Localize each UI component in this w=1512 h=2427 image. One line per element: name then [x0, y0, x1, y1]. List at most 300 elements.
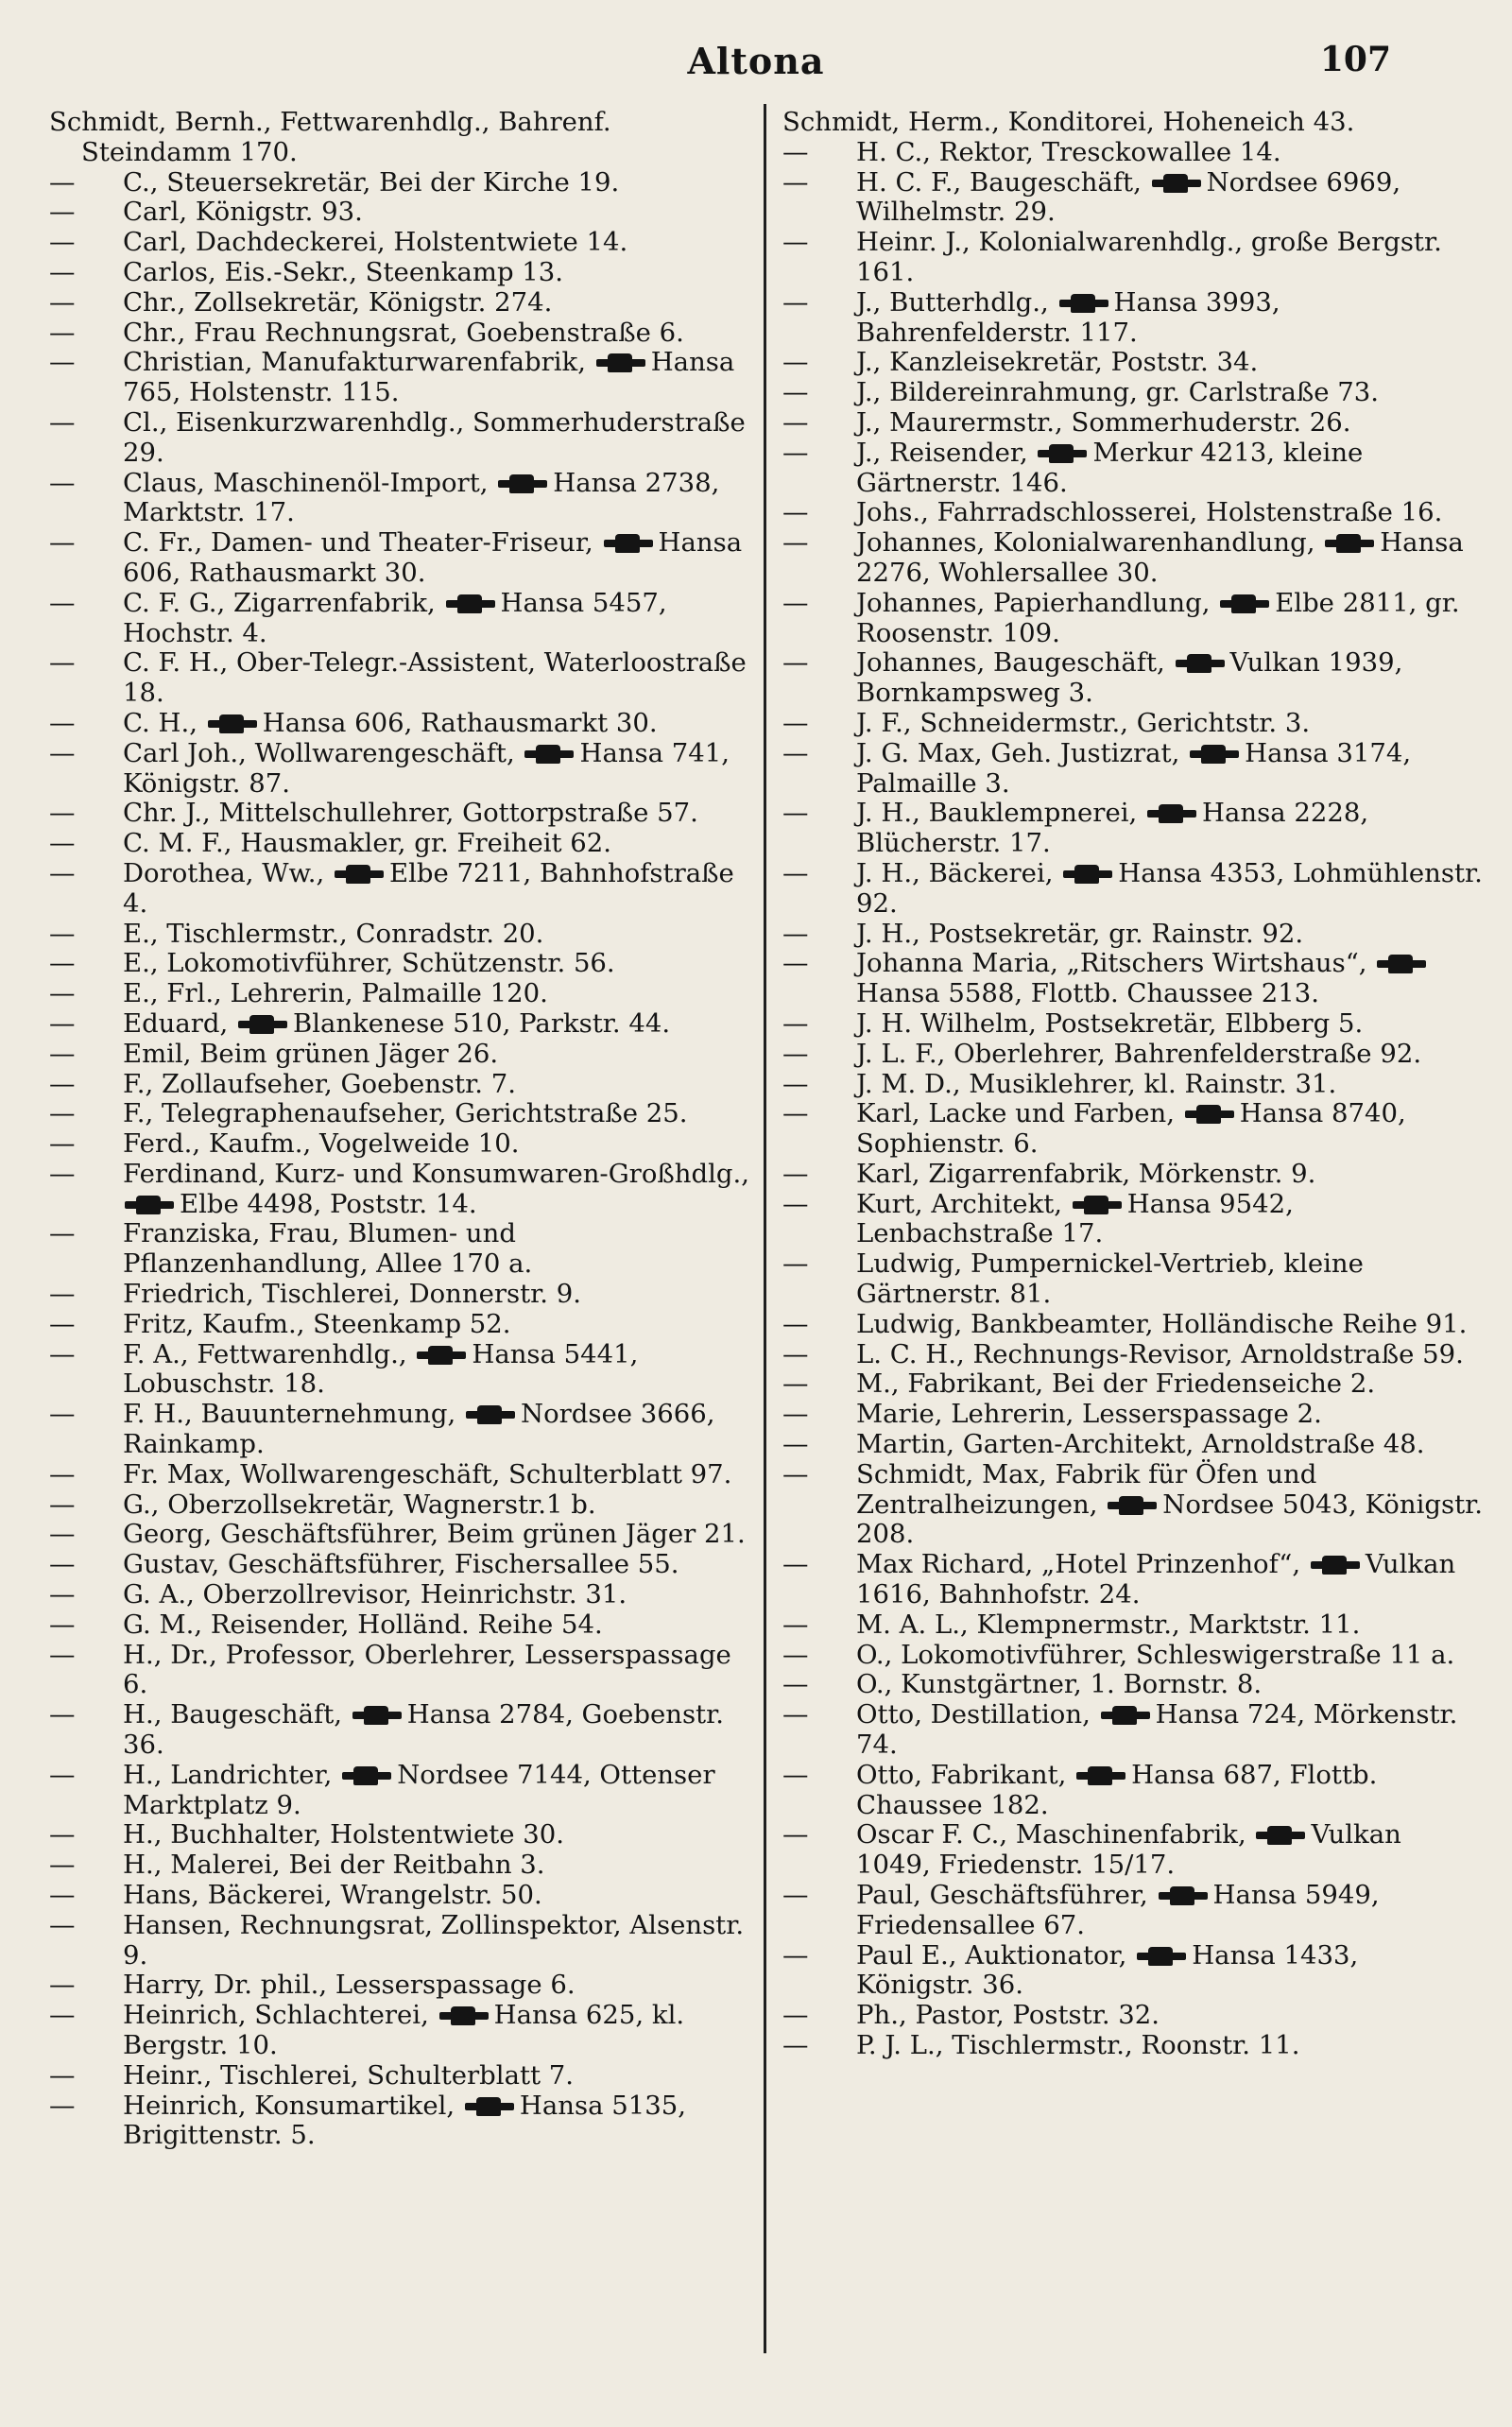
- entry-text: J. G. Max, Geh. Justizrat,: [856, 737, 1180, 768]
- directory-entry: [782, 1761, 1484, 1821]
- telephone-icon: [466, 1409, 515, 1420]
- telephone-icon: [1176, 658, 1225, 669]
- entry-text: G. A., Oberzollrevisor, Heinrichstr. 31.: [123, 1579, 627, 1610]
- directory-entry: [782, 439, 1484, 499]
- directory-entry: [49, 829, 750, 859]
- directory-entry: [49, 1881, 750, 1911]
- entry-phone-address: Hansa 9542, Lenbachstraße 17.: [856, 1188, 1294, 1249]
- directory-entry: [49, 198, 750, 228]
- entry-text: P. J. L., Tischlermstr., Roonstr. 11.: [856, 2030, 1300, 2060]
- directory-entry: [49, 1490, 750, 1521]
- continuation-dash: —: [782, 1068, 809, 1099]
- continuation-dash: —: [49, 1218, 76, 1249]
- directory-entry: [782, 498, 1484, 528]
- entry-text: J. H., Postsekretär, gr. Rainstr. 92.: [856, 918, 1304, 949]
- directory-entry: [49, 1850, 750, 1881]
- continuation-dash: —: [782, 2000, 809, 2031]
- continuation-dash: —: [49, 1458, 76, 1489]
- telephone-icon: [1190, 749, 1239, 760]
- directory-entry: [782, 859, 1484, 920]
- continuation-dash: —: [782, 497, 809, 528]
- continuation-dash: —: [49, 1909, 76, 1940]
- left-column: [49, 108, 750, 2151]
- directory-entry: [782, 1369, 1484, 1400]
- entry-text: Harry, Dr. phil., Lesserspassage 6.: [123, 1970, 576, 2001]
- entry-text: O., Kunstgärtner, 1. Bornstr. 8.: [856, 1669, 1263, 1700]
- continuation-dash: —: [49, 2000, 76, 2031]
- continuation-dash: —: [49, 978, 76, 1009]
- continuation-dash: —: [49, 798, 76, 829]
- page-header: [0, 34, 1512, 91]
- entry-phone-address: Hansa 2738, Marktstr. 17.: [123, 467, 720, 528]
- continuation-dash: —: [49, 948, 76, 979]
- entry-text: Ludwig, Pumpernickel-Vertrieb, kleine Gärtnerstr. 81.: [856, 1248, 1364, 1310]
- entry-phone-address: Hansa 3993, Bahrenfelderstr. 117.: [856, 286, 1280, 348]
- continuation-dash: —: [49, 1519, 76, 1550]
- entry-text: Johs., Fahrradschlosserei, Holstenstraße 16.: [856, 497, 1443, 528]
- directory-entry: [782, 799, 1484, 859]
- entry-text: Schmidt, Max, Fabrik für Öfen und Zentralheizungen,: [856, 1458, 1317, 1520]
- directory-entry: [49, 1009, 750, 1040]
- directory-entry: [49, 348, 750, 408]
- directory-entry: [49, 1761, 750, 1821]
- telephone-icon: [125, 1199, 174, 1211]
- directory-entry: [782, 739, 1484, 800]
- directory-entry: [49, 1911, 750, 1971]
- entry-text: C. F. G., Zigarrenfabrik,: [123, 587, 436, 618]
- continuation-dash: —: [782, 798, 809, 829]
- entry-phone-address: Hansa 1433, Königstr. 36.: [856, 1939, 1359, 2001]
- entry-text: Christian, Manufakturwarenfabrik,: [123, 347, 586, 378]
- continuation-dash: —: [49, 1970, 76, 2001]
- entry-text: J., Maurermstr., Sommerhuderstr. 26.: [856, 406, 1351, 438]
- telephone-icon: [1137, 1951, 1186, 1962]
- continuation-dash: —: [49, 737, 76, 768]
- continuation-dash: —: [49, 1308, 76, 1339]
- continuation-dash: —: [49, 317, 76, 348]
- entry-text: Heinrich, Konsumartikel,: [123, 2090, 455, 2121]
- continuation-dash: —: [782, 1669, 809, 1700]
- continuation-dash: —: [49, 1579, 76, 1610]
- entry-text: Dorothea, Ww.,: [123, 857, 325, 888]
- continuation-dash: —: [782, 1188, 809, 1219]
- continuation-dash: —: [782, 1639, 809, 1670]
- entry-phone-address: Hansa 3174, Palmaille 3.: [856, 737, 1412, 799]
- continuation-dash: —: [49, 1639, 76, 1670]
- entry-text: Max Richard, „Hotel Prinzenhof“,: [856, 1549, 1301, 1580]
- entry-text: G., Oberzollsekretär, Wagnerstr.1 b.: [123, 1489, 596, 1520]
- entry-text: M. A. L., Klempnermstr., Marktstr. 11.: [856, 1609, 1361, 1640]
- directory-entry: [782, 168, 1484, 229]
- entry-text: Ph., Pastor, Poststr. 32.: [856, 2000, 1160, 2031]
- directory-entry: [782, 408, 1484, 439]
- entry-phone-address: Hansa 765, Holstenstr. 115.: [123, 347, 735, 408]
- entry-text: Eduard,: [123, 1007, 229, 1039]
- entry-phone-address: Hansa 606, Rathausmarkt 30.: [123, 527, 743, 588]
- entry-text: Chr. J., Mittelschullehrer, Gottorpstraße 57.: [123, 798, 698, 829]
- entry-text: J., Kanzleisekretär, Poststr. 34.: [856, 347, 1259, 378]
- entry-phone-address: Hansa 5588, Flottb. Chaussee 213.: [856, 978, 1320, 1009]
- continuation-dash: —: [49, 197, 76, 228]
- column-divider: [764, 104, 766, 2353]
- directory-entry: [782, 288, 1484, 349]
- continuation-dash: —: [782, 227, 809, 258]
- continuation-dash: —: [782, 857, 809, 888]
- entry-phone-address: Hansa 5441, Lobuschstr. 18.: [123, 1338, 639, 1400]
- continuation-dash: —: [49, 347, 76, 378]
- directory-entry: [782, 228, 1484, 288]
- entry-text: H. C. F., Baugeschäft,: [856, 166, 1142, 198]
- continuation-dash: —: [782, 1038, 809, 1069]
- directory-entry: [782, 1641, 1484, 1671]
- entry-text: Martin, Garten-Architekt, Arnoldstraße 48.: [856, 1429, 1425, 1460]
- continuation-dash: —: [49, 1279, 76, 1310]
- directory-entry: [782, 1099, 1484, 1160]
- directory-entry: [49, 589, 750, 649]
- directory-entry: [782, 378, 1484, 408]
- continuation-dash: —: [782, 166, 809, 198]
- telephone-icon: [417, 1350, 466, 1361]
- continuation-dash: —: [49, 2059, 76, 2091]
- continuation-dash: —: [782, 437, 809, 468]
- telephone-icon: [439, 2010, 489, 2022]
- directory-entry: [782, 709, 1484, 739]
- telephone-icon: [1147, 808, 1196, 819]
- telephone-icon: [1220, 598, 1269, 610]
- entry-text: J., Bildereinrahmung, gr. Carlstraße 73.: [856, 377, 1379, 408]
- entry-text: Heinr. J., Kolonialwarenhdlg., große Bergstr. 161.: [856, 227, 1442, 287]
- entry-phone-address: Hansa 5457, Hochstr. 4.: [123, 587, 667, 648]
- telephone-icon: [1152, 178, 1201, 189]
- continuation-dash: —: [782, 1458, 809, 1489]
- entry-text: Carlos, Eis.-Sekr., Steenkamp 13.: [123, 256, 564, 287]
- directory-entry: [49, 1580, 750, 1610]
- telephone-icon: [352, 1710, 402, 1721]
- continuation-dash: —: [49, 918, 76, 949]
- entry-phone-address: Nordsee 5043, Königstr. 208.: [856, 1489, 1484, 1550]
- directory-entry: [49, 2001, 750, 2061]
- directory-entry: [49, 1700, 750, 1761]
- entry-text: Friedrich, Tischlerei, Donnerstr. 9.: [123, 1279, 582, 1310]
- continuation-dash: —: [49, 1549, 76, 1580]
- continuation-dash: —: [782, 1368, 809, 1400]
- directory-entry: [49, 1160, 750, 1220]
- directory-entry: [49, 318, 750, 349]
- telephone-icon: [1059, 298, 1108, 309]
- directory-entry: [49, 1971, 750, 2001]
- continuation-dash: —: [49, 406, 76, 438]
- entry-text: Georg, Geschäftsführer, Beim grünen Jäger 21.: [123, 1519, 746, 1550]
- directory-entry: [49, 168, 750, 198]
- entry-phone-address: Hansa 741, Königstr. 87.: [123, 737, 730, 799]
- entry-text: M., Fabrikant, Bei der Friedenseiche 2.: [856, 1368, 1376, 1400]
- directory-entry: [49, 799, 750, 829]
- entry-text: Karl, Lacke und Farben,: [856, 1098, 1175, 1129]
- entry-text: Franziska, Frau, Blumen- und Pflanzenhandlung, Allee 170 a.: [123, 1218, 533, 1280]
- directory-entry: [782, 920, 1484, 950]
- continuation-dash: —: [782, 1308, 809, 1339]
- entry-text: C. Fr., Damen- und Theater-Friseur,: [123, 527, 593, 559]
- directory-entry: [49, 859, 750, 920]
- directory-entry: [782, 1550, 1484, 1610]
- directory-entry: [782, 648, 1484, 709]
- entry-text: Carl, Dachdeckerei, Holstentwiete 14.: [123, 227, 628, 258]
- continuation-dash: —: [49, 587, 76, 618]
- entry-text: Schmidt, Bernh., Fettwarenhdlg., Bahrenf. Steindamm 170.: [49, 107, 611, 167]
- directory-entry: [49, 1219, 750, 1280]
- continuation-dash: —: [49, 1850, 76, 1881]
- telephone-icon: [498, 478, 547, 490]
- directory-entry: [49, 1610, 750, 1641]
- telephone-icon: [1159, 1890, 1208, 1902]
- entry-text: H., Malerei, Bei der Reitbahn 3.: [123, 1850, 545, 1881]
- entry-phone-address: Hansa 8740, Sophienstr. 6.: [856, 1098, 1406, 1160]
- telephone-icon: [465, 2101, 514, 2112]
- entry-text: L. C. H., Rechnungs-Revisor, Arnoldstraße 59.: [856, 1338, 1464, 1369]
- telephone-icon: [524, 749, 574, 760]
- continuation-dash: —: [49, 1759, 76, 1790]
- entry-phone-address: Elbe 4498, Poststr. 14.: [180, 1188, 477, 1219]
- entry-text: E., Tischlermstr., Conradstr. 20.: [123, 918, 544, 949]
- directory-entry: [782, 348, 1484, 378]
- entry-phone-address: Vulkan 1049, Friedenstr. 15/17.: [856, 1819, 1401, 1881]
- entry-phone-address: Vulkan 1616, Bahnhofstr. 24.: [856, 1549, 1456, 1610]
- entry-text: O., Lokomotivführer, Schleswigerstraße 11 a.: [856, 1639, 1455, 1670]
- entry-text: Oscar F. C., Maschinenfabrik,: [856, 1819, 1246, 1850]
- entry-text: Kurt, Architekt,: [856, 1188, 1063, 1219]
- entry-phone-address: Elbe 7211, Bahnhofstraße 4.: [123, 857, 734, 919]
- continuation-dash: —: [782, 1819, 809, 1850]
- continuation-dash: —: [782, 136, 809, 167]
- entry-text: F., Telegraphenaufseher, Gerichtstraße 25.: [123, 1098, 688, 1129]
- telephone-icon: [1076, 1770, 1125, 1782]
- continuation-dash: —: [49, 286, 76, 318]
- continuation-dash: —: [49, 1399, 76, 1430]
- directory-entry: [782, 1460, 1484, 1550]
- continuation-dash: —: [782, 1338, 809, 1369]
- directory-entry: [782, 1040, 1484, 1070]
- directory-entry: [49, 108, 750, 168]
- continuation-dash: —: [782, 377, 809, 408]
- entry-text: H., Buchhalter, Holstentwiete 30.: [123, 1819, 565, 1850]
- directory-entry: [782, 108, 1484, 138]
- telephone-icon: [1256, 1830, 1305, 1841]
- entry-text: Marie, Lehrerin, Lesserspassage 2.: [856, 1399, 1322, 1430]
- directory-entry: [49, 1550, 750, 1580]
- directory-entry: [782, 1310, 1484, 1340]
- directory-entry: [782, 1700, 1484, 1761]
- directory-entry: [782, 1430, 1484, 1460]
- entry-text: Ferdinand, Kurz- und Konsumwaren-Großhdlg.,: [123, 1158, 749, 1189]
- entry-text: Paul E., Auktionator,: [856, 1939, 1127, 1971]
- entry-phone-address: Hansa 5949, Friedensallee 67.: [856, 1880, 1380, 1940]
- right-column: [782, 108, 1484, 2061]
- telephone-icon: [1311, 1559, 1360, 1571]
- entry-phone-address: Nordsee 3666, Rainkamp.: [123, 1399, 715, 1460]
- entry-text: J. H., Bauklempnerei,: [856, 798, 1138, 829]
- entry-text: Ludwig, Bankbeamter, Holländische Reihe 91.: [856, 1308, 1468, 1339]
- entry-text: Otto, Fabrikant,: [856, 1759, 1067, 1790]
- directory-entry: [782, 138, 1484, 168]
- entry-text: C., Steuersekretär, Bei der Kirche 19.: [123, 166, 620, 198]
- telephone-icon: [1073, 1199, 1122, 1211]
- continuation-dash: —: [49, 1609, 76, 1640]
- directory-entry: [49, 1340, 750, 1401]
- page-number: 107: [1319, 40, 1391, 79]
- directory-entry: [49, 949, 750, 979]
- continuation-dash: —: [782, 1007, 809, 1039]
- entry-text: Karl, Zigarrenfabrik, Mörkenstr. 9.: [856, 1158, 1316, 1189]
- entry-phone-address: Vulkan 1939, Bornkampsweg 3.: [856, 647, 1403, 709]
- continuation-dash: —: [49, 1699, 76, 1730]
- directory-entry: [49, 1520, 750, 1550]
- entry-text: J. H. Wilhelm, Postsekretär, Elbberg 5.: [856, 1007, 1364, 1039]
- entry-text: J., Reisender,: [856, 437, 1028, 468]
- continuation-dash: —: [49, 1068, 76, 1099]
- directory-entry: [782, 2031, 1484, 2061]
- entry-text: C. M. F., Hausmakler, gr. Freiheit 62.: [123, 828, 612, 859]
- continuation-dash: —: [49, 256, 76, 287]
- entry-text: Chr., Frau Rechnungsrat, Goebenstraße 6.: [123, 317, 684, 348]
- continuation-dash: —: [782, 948, 809, 979]
- telephone-icon: [1038, 448, 1087, 459]
- directory-entry: [49, 258, 750, 288]
- continuation-dash: —: [782, 1880, 809, 1911]
- entry-text: J. H., Bäckerei,: [856, 857, 1054, 888]
- continuation-dash: —: [782, 1549, 809, 1580]
- telephone-icon: [1377, 958, 1426, 970]
- directory-entry: [49, 1310, 750, 1340]
- entry-text: H., Dr., Professor, Oberlehrer, Lesserspassage 6.: [123, 1639, 731, 1700]
- entry-phone-address: Hansa 606, Rathausmarkt 30.: [262, 707, 658, 738]
- entry-text: H., Landrichter,: [123, 1759, 333, 1790]
- directory-entry: [782, 1941, 1484, 2002]
- directory-entry: [49, 709, 750, 739]
- directory-entry: [782, 1249, 1484, 1310]
- continuation-dash: —: [49, 1098, 76, 1129]
- entry-text: F. A., Fettwarenhdlg.,: [123, 1338, 407, 1369]
- continuation-dash: —: [782, 1098, 809, 1129]
- entry-text: G. M., Reisender, Holländ. Reihe 54.: [123, 1609, 603, 1640]
- entry-text: J. L. F., Oberlehrer, Bahrenfelderstraße 92.: [856, 1038, 1422, 1069]
- directory-entry: [782, 1340, 1484, 1370]
- continuation-dash: —: [49, 227, 76, 258]
- directory-entry: [782, 528, 1484, 589]
- continuation-dash: —: [782, 1699, 809, 1730]
- entry-text: C. H.,: [123, 707, 198, 738]
- entry-phone-address: Elbe 2811, gr. Roosenstr. 109.: [856, 587, 1460, 648]
- directory-entry: [49, 1129, 750, 1160]
- directory-entry: [782, 1160, 1484, 1190]
- continuation-dash: —: [49, 1007, 76, 1039]
- entry-text: H. C., Rektor, Tresckowallee 14.: [856, 136, 1281, 167]
- entry-text: E., Frl., Lehrerin, Palmaille 120.: [123, 978, 548, 1009]
- telephone-icon: [1063, 869, 1112, 880]
- directory-entry: [782, 1190, 1484, 1250]
- entry-text: Heinrich, Schlachterei,: [123, 2000, 429, 2031]
- directory-entry: [782, 1820, 1484, 1881]
- directory-entry: [49, 1641, 750, 1701]
- continuation-dash: —: [49, 527, 76, 559]
- directory-entry: [782, 1881, 1484, 1941]
- telephone-icon: [446, 598, 495, 610]
- continuation-dash: —: [782, 1609, 809, 1640]
- continuation-dash: —: [782, 587, 809, 618]
- entry-text: J. M. D., Musiklehrer, kl. Rainstr. 31.: [856, 1068, 1337, 1099]
- continuation-dash: —: [782, 737, 809, 768]
- continuation-dash: —: [49, 828, 76, 859]
- entry-text: Schmidt, Herm., Konditorei, Hoheneich 43.: [782, 107, 1355, 137]
- continuation-dash: —: [782, 347, 809, 378]
- continuation-dash: —: [782, 406, 809, 438]
- entry-phone-address: Hansa 4353, Lohmühlenstr. 92.: [856, 857, 1483, 919]
- continuation-dash: —: [782, 647, 809, 679]
- continuation-dash: —: [49, 647, 76, 679]
- directory-entry: [49, 408, 750, 469]
- entry-text: Chr., Zollsekretär, Königstr. 274.: [123, 286, 553, 318]
- entry-text: J., Butterhdlg.,: [856, 286, 1049, 318]
- entry-text: Paul, Geschäftsführer,: [856, 1880, 1148, 1911]
- continuation-dash: —: [782, 1248, 809, 1280]
- continuation-dash: —: [49, 2090, 76, 2121]
- telephone-icon: [342, 1770, 391, 1782]
- continuation-dash: —: [49, 1128, 76, 1160]
- entry-text: Hans, Bäckerei, Wrangelstr. 50.: [123, 1880, 542, 1911]
- continuation-dash: —: [49, 1038, 76, 1069]
- continuation-dash: —: [49, 467, 76, 498]
- directory-entry: [49, 469, 750, 529]
- entry-text: E., Lokomotivführer, Schützenstr. 56.: [123, 948, 615, 979]
- directory-entry: [49, 2091, 750, 2152]
- continuation-dash: —: [782, 527, 809, 559]
- directory-entry: [782, 1670, 1484, 1700]
- entry-text: Claus, Maschinenöl-Import,: [123, 467, 489, 498]
- directory-entry: [49, 1280, 750, 1310]
- entry-phone-address: Nordsee 7144, Ottenser Marktplatz 9.: [123, 1759, 715, 1820]
- directory-entry: [49, 1400, 750, 1460]
- entry-text: Ferd., Kaufm., Vogelweide 10.: [123, 1128, 520, 1160]
- entry-text: Cl., Eisenkurzwarenhdlg., Sommerhuderstraße 29.: [123, 406, 746, 468]
- telephone-icon: [596, 357, 645, 369]
- entry-text: Johanna Maria, „Ritschers Wirtshaus“,: [856, 948, 1367, 979]
- entry-phone-address: Hansa 2228, Blücherstr. 17.: [856, 798, 1369, 859]
- directory-entry: [49, 1820, 750, 1850]
- page-title: Altona: [687, 40, 825, 82]
- directory-entry: [49, 1460, 750, 1490]
- directory-entry: [49, 739, 750, 800]
- continuation-dash: —: [782, 1399, 809, 1430]
- entry-text: Gustav, Geschäftsführer, Fischersallee 55.: [123, 1549, 679, 1580]
- entry-text: Johannes, Kolonialwarenhandlung,: [856, 527, 1315, 559]
- entry-phone-address: Hansa 687, Flottb. Chaussee 182.: [856, 1759, 1378, 1820]
- continuation-dash: —: [49, 1880, 76, 1911]
- telephone-icon: [1185, 1109, 1234, 1120]
- directory-entry: [782, 589, 1484, 649]
- telephone-icon: [208, 718, 257, 730]
- directory-entry: [49, 288, 750, 318]
- continuation-dash: —: [782, 286, 809, 318]
- entry-phone-address: Blankenese 510, Parkstr. 44.: [293, 1007, 671, 1039]
- entry-text: J. F., Schneidermstr., Gerichtstr. 3.: [856, 707, 1311, 738]
- entry-phone-address: Hansa 625, kl. Bergstr. 10.: [123, 2000, 685, 2060]
- directory-entry: [782, 1009, 1484, 1040]
- continuation-dash: —: [49, 1338, 76, 1369]
- entry-text: Carl Joh., Wollwarengeschäft,: [123, 737, 515, 768]
- continuation-dash: —: [49, 1819, 76, 1850]
- entry-text: Emil, Beim grünen Jäger 26.: [123, 1038, 499, 1069]
- directory-entry: [49, 1040, 750, 1070]
- entry-text: F. H., Bauunternehmung,: [123, 1399, 456, 1430]
